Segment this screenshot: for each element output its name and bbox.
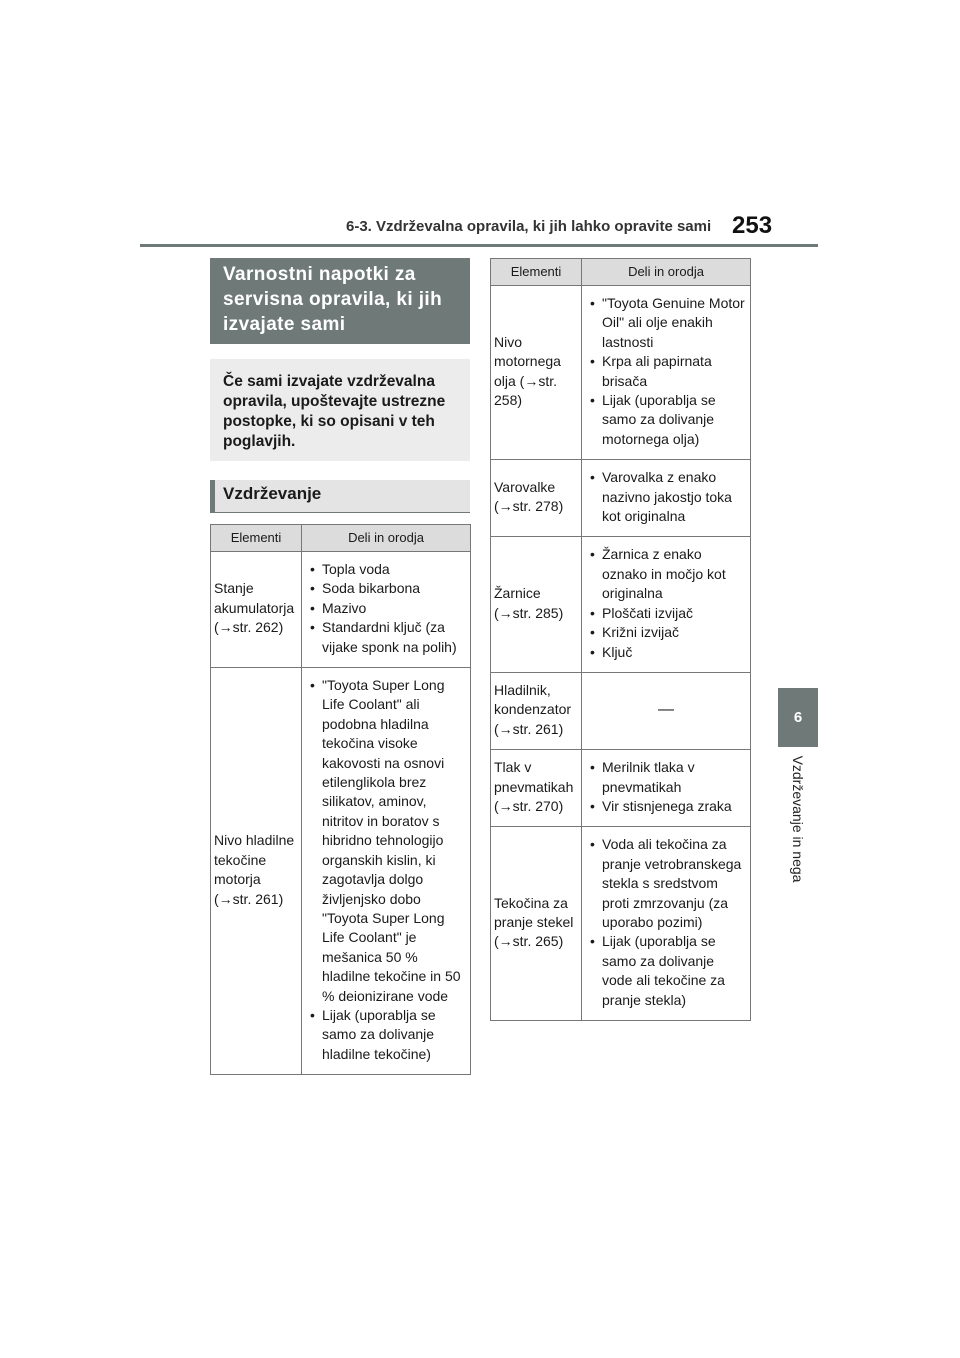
list-item: • Topla voda (305, 560, 467, 579)
section-heading: Varnostni napotki za servisna opravila, ki jih izvajate sami (210, 258, 470, 344)
intro-box: Če sami izvajate vzdrževalna opravila, upoštevajte ustrezne postopke, ki so opisani v teh poglavjih. (210, 359, 470, 461)
column-header-tools: Deli in orodja (302, 525, 471, 552)
list-item: • Ploščati izvijač (585, 604, 747, 623)
tools-list (585, 468, 747, 526)
list-item: • Varovalka z enako nazivno jakostjo toka kot originalna (585, 468, 747, 526)
list-item: • "Toyota Genuine Motor Oil" ali olje enakih lastnosti (585, 294, 747, 352)
table-row (491, 537, 751, 672)
list-item: • Vir stisnjenega zraka (585, 797, 747, 816)
tools-list (305, 676, 467, 1064)
list-item: • Žarnica z enako oznako in močjo kot originalna (585, 545, 747, 603)
tools-list (585, 294, 747, 449)
table-row (491, 750, 751, 827)
list-item: • Ključ (585, 643, 747, 662)
chapter-number: 6 (793, 709, 803, 726)
left-column (210, 258, 470, 1075)
tools-cell (302, 668, 471, 1075)
chapter-tab (778, 688, 818, 747)
empty-dash-cell: — (582, 672, 751, 749)
column-header-item: Elementi (211, 525, 302, 552)
table-row (491, 672, 751, 749)
list-item: • Mazivo (305, 599, 467, 618)
list-item: • Križni izvijač (585, 623, 747, 642)
item-cell: Tekočina za pranje stekel (→str. 265) (491, 827, 582, 1021)
table-row (491, 827, 751, 1021)
tools-cell (582, 537, 751, 672)
maintenance-table-right (490, 258, 751, 1021)
item-cell: Stanje akumulatorja (→str. 262) (211, 552, 302, 668)
chapter-label: Vzdrževanje in nega (790, 755, 806, 883)
table-row (491, 286, 751, 460)
item-cell: Nivo motornega olja (→str. 258) (491, 286, 582, 460)
tools-cell (582, 460, 751, 537)
maintenance-table-left (210, 524, 471, 1075)
tools-cell (582, 750, 751, 827)
table-header-row (491, 259, 751, 286)
running-header: 6-3. Vzdrževalna opravila, ki jih lahko opravite sami (346, 218, 712, 235)
tools-cell (582, 286, 751, 460)
table-row (211, 552, 471, 668)
tools-list (305, 560, 467, 657)
header-rule (140, 244, 818, 247)
tools-cell (302, 552, 471, 668)
sub-heading: Vzdrževanje (210, 480, 470, 513)
tools-list (585, 835, 747, 1010)
tools-list (585, 545, 747, 661)
list-item: • Voda ali tekočina za pranje vetrobranskega stekla s sredstvom proti zmrzovanju (za uporabo pozimi) (585, 835, 747, 932)
list-item: • Krpa ali papirnata brisača (585, 352, 747, 391)
table-header-row (211, 525, 471, 552)
item-cell: Žarnice (→str. 285) (491, 537, 582, 672)
list-item: • Standardni ključ (za vijake sponk na polih) (305, 618, 467, 657)
item-cell: Tlak v pnevmatikah (→str. 270) (491, 750, 582, 827)
list-item: • Lijak (uporablja se samo za dolivanje motornega olja) (585, 391, 747, 449)
list-item: • Merilnik tlaka v pnevmatikah (585, 758, 747, 797)
right-column (490, 258, 750, 1021)
list-item: • "Toyota Super Long Life Coolant" ali podobna hladilna tekočina visoke kakovosti na osnovi etilenglikola brez silikatov, aminov, nitritov in boratov s hibridno tehnologijo organskih kislin, ki zagotavlja dolgo življenjsko dobo "Toyota Super Long Life Coolant" je mešanica 50 % hladilne tekočine in 50 % deionizirane vode (305, 676, 467, 1006)
page-number: 253 (732, 212, 773, 239)
tools-cell (582, 827, 751, 1021)
table-row (211, 668, 471, 1075)
column-header-tools: Deli in orodja (582, 259, 751, 286)
item-cell: Nivo hladilne tekočine motorja (→str. 261) (211, 668, 302, 1075)
list-item: • Soda bikarbona (305, 579, 467, 598)
column-header-item: Elementi (491, 259, 582, 286)
item-cell: Hladilnik, kondenzator (→str. 261) (491, 672, 582, 749)
item-cell: Varovalke (→str. 278) (491, 460, 582, 537)
list-item: • Lijak (uporablja se samo za dolivanje hladilne tekočine) (305, 1006, 467, 1064)
table-row (491, 460, 751, 537)
list-item: • Lijak (uporablja se samo za dolivanje vode ali tekočine za pranje stekla) (585, 932, 747, 1010)
tools-list (585, 758, 747, 816)
